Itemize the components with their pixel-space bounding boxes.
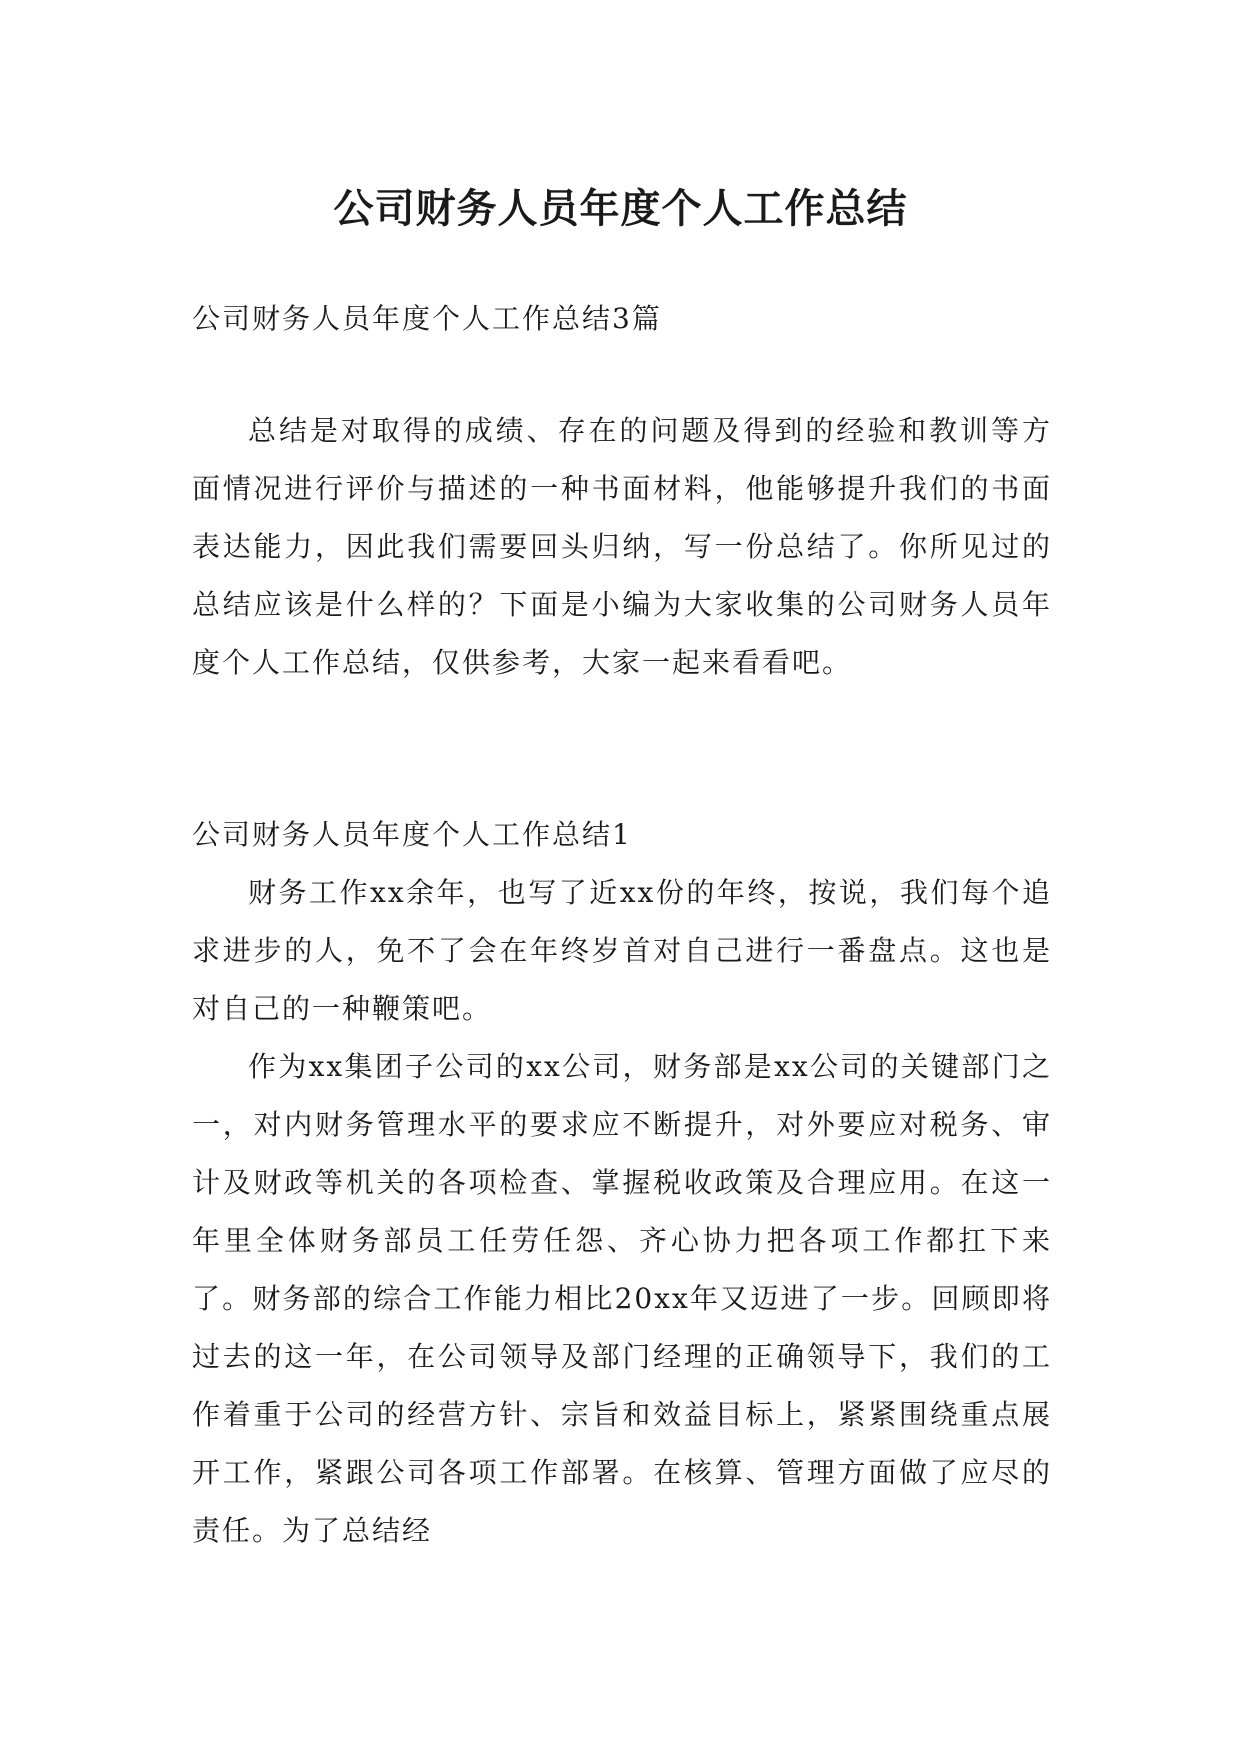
section-heading-1: 公司财务人员年度个人工作总结1 [192,818,632,851]
document-title: 公司财务人员年度个人工作总结 [333,184,908,232]
intro-paragraph: 总结是对取得的成绩、存在的问题及得到的经验和教训等方面情况进行评价与描述的一种书面材料，他能够提升我们的书面表达能力，因此我们需要回头归纳，写一份总结了。你所见过的总结应该是什么样的？下面是小编为大家收集的公司财务人员年度个人工作总结，仅供参考，大家一起来看看吧。 [192,414,1052,679]
document-subtitle: 公司财务人员年度个人工作总结3篇 [192,302,662,335]
section-1-paragraph-1: 财务工作xx余年，也写了近xx份的年终，按说，我们每个追求进步的人，免不了会在年终岁首对自己进行一番盘点。这也是对自己的一种鞭策吧。 [192,876,1052,1025]
section-1-paragraph-2: 作为xx集团子公司的xx公司，财务部是xx公司的关键部门之一，对内财务管理水平的要求应不断提升，对外要应对税务、审计及财政等机关的各项检查、掌握税收政策及合理应用。在这一年里全体财务部员工任劳任怨、齐心协力把各项工作都扛下来了。财务部的综合工作能力相比20xx年又迈进了一步。回顾即将过去的这一年，在公司领导及部门经理的正确领导下，我们的工作着重于公司的经营方针、宗旨和效益目标上，紧紧围绕重点展开工作，紧跟公司各项工作部署。在核算、管理方面做了应尽的责任。为了总结经 [192,1050,1052,1547]
